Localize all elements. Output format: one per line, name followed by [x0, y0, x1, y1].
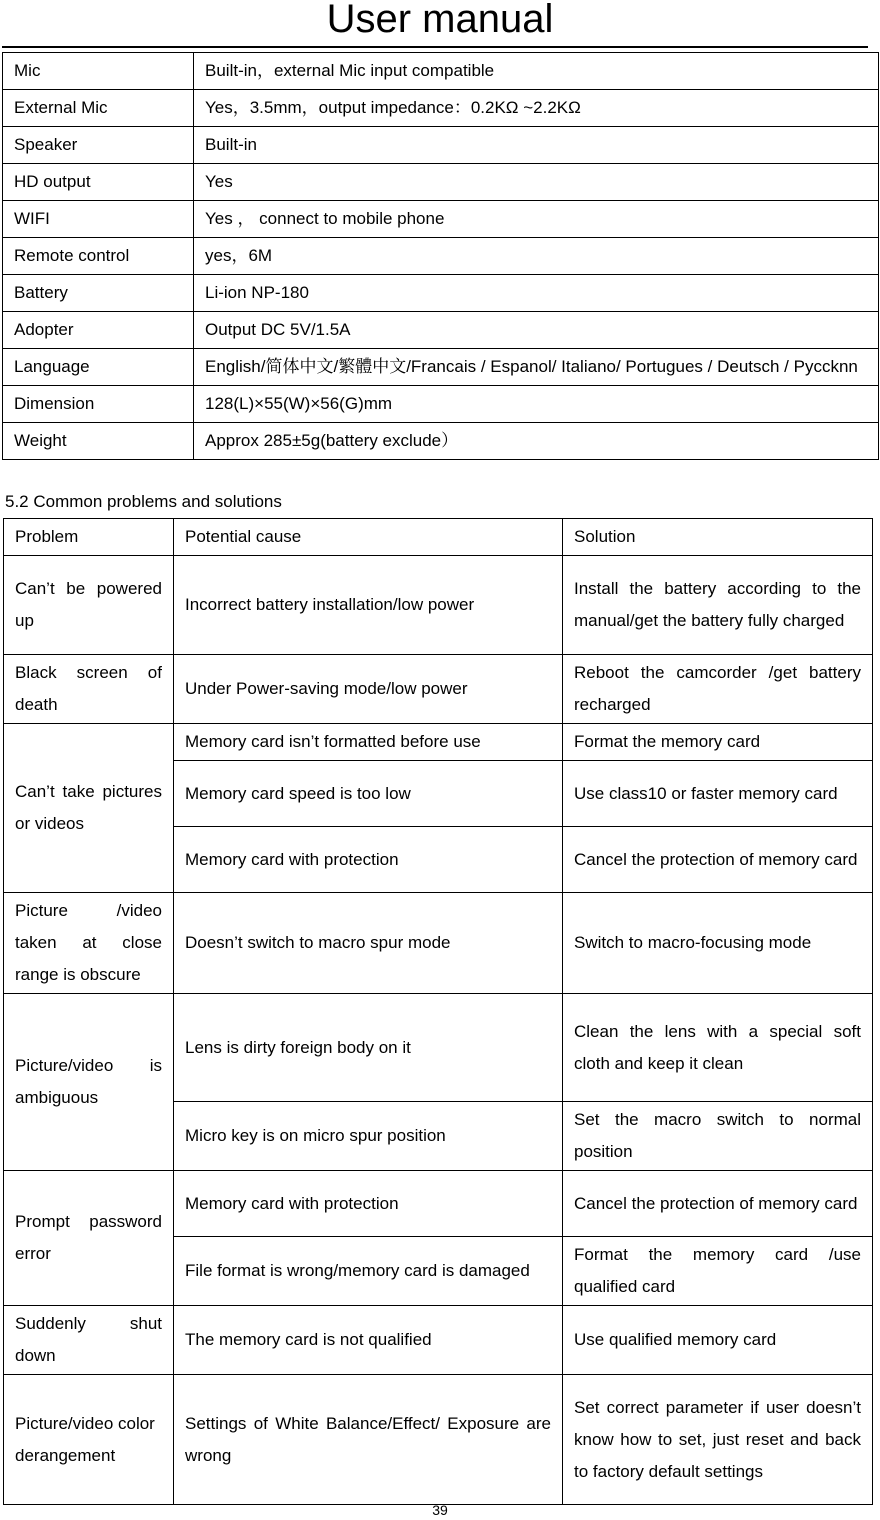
table-row: [4, 994, 873, 1102]
page-title: User manual: [326, 0, 554, 41]
problem-cell: Picture/video color derangement: [4, 1375, 174, 1505]
table-row: [4, 893, 873, 994]
spec-key: External Mic: [3, 90, 194, 127]
table-row: [3, 201, 879, 238]
problem-cell: Suddenly shut down: [4, 1306, 174, 1375]
specifications-table: [2, 52, 879, 460]
column-header: Problem: [4, 519, 174, 556]
table-row: [4, 655, 873, 724]
cause-cell: The memory card is not qualified: [174, 1306, 563, 1375]
spec-value: Built-in，external Mic input compatible: [194, 53, 879, 90]
spec-value: 128(L)×55(W)×56(G)mm: [194, 386, 879, 423]
table-row: [4, 556, 873, 655]
cause-cell: Incorrect battery installation/low power: [174, 556, 563, 655]
cause-cell: Settings of White Balance/Effect/ Exposure are wrong: [174, 1375, 563, 1505]
spec-value: Built-in: [194, 127, 879, 164]
solution-cell: Format the memory card /use qualified card: [563, 1237, 873, 1306]
solution-cell: Set correct parameter if user doesn’t know how to set, just reset and back to factory default settings: [563, 1375, 873, 1505]
spec-value: Yes，3.5mm，output impedance：0.2KΩ ~2.2KΩ: [194, 90, 879, 127]
spec-key: Dimension: [3, 386, 194, 423]
problem-cell: Can’t take pictures or videos: [4, 724, 174, 893]
page-number: 39: [432, 1502, 448, 1518]
problems-table: [3, 518, 873, 1505]
spec-key: Weight: [3, 423, 194, 460]
table-row: [3, 423, 879, 460]
solution-cell: Install the battery according to the manual/get the battery fully charged: [563, 556, 873, 655]
cause-cell: Memory card with protection: [174, 827, 563, 893]
column-header: Solution: [563, 519, 873, 556]
table-row: [3, 386, 879, 423]
spec-key: Adopter: [3, 312, 194, 349]
table-row: [4, 724, 873, 761]
table-row: [3, 127, 879, 164]
cause-cell: Micro key is on micro spur position: [174, 1102, 563, 1171]
cause-cell: Memory card isn’t formatted before use: [174, 724, 563, 761]
solution-cell: Use qualified memory card: [563, 1306, 873, 1375]
spec-value: yes，6M: [194, 238, 879, 275]
spec-key: Speaker: [3, 127, 194, 164]
table-row: [3, 312, 879, 349]
solution-cell: Switch to macro-focusing mode: [563, 893, 873, 994]
table-row: [3, 164, 879, 201]
spec-key: WIFI: [3, 201, 194, 238]
spec-key: HD output: [3, 164, 194, 201]
solution-cell: Clean the lens with a special soft cloth and keep it clean: [563, 994, 873, 1102]
table-row: [4, 1375, 873, 1505]
cause-cell: Memory card speed is too low: [174, 761, 563, 827]
spec-value: English/简体中文/繁體中文/Francais / Espanol/ Italiano/ Portugues / Deutsch / Pyccknn: [194, 349, 879, 386]
cause-cell: Memory card with protection: [174, 1171, 563, 1237]
column-header: Potential cause: [174, 519, 563, 556]
cause-cell: Under Power-saving mode/low power: [174, 655, 563, 724]
table-row: [4, 1171, 873, 1237]
section-heading: 5.2 Common problems and solutions: [5, 492, 282, 511]
table-row: [3, 90, 879, 127]
problem-cell: Can’t be powered up: [4, 556, 174, 655]
spec-key: Mic: [3, 53, 194, 90]
spec-key: Battery: [3, 275, 194, 312]
table-row: [3, 53, 879, 90]
title-divider: [2, 46, 868, 48]
spec-key: Language: [3, 349, 194, 386]
spec-value: Output DC 5V/1.5A: [194, 312, 879, 349]
table-row: [3, 275, 879, 312]
spec-value: Yes ， connect to mobile phone: [194, 201, 879, 238]
solution-cell: Reboot the camcorder /get battery recharged: [563, 655, 873, 724]
solution-cell: Set the macro switch to normal position: [563, 1102, 873, 1171]
cause-cell: Lens is dirty foreign body on it: [174, 994, 563, 1102]
spec-value: Approx 285±5g(battery exclude）: [194, 423, 879, 460]
table-row: [3, 238, 879, 275]
solution-cell: Format the memory card: [563, 724, 873, 761]
problem-cell: Picture/video is ambiguous: [4, 994, 174, 1171]
problem-cell: Picture /video taken at close range is obscure: [4, 893, 174, 994]
spec-value: Yes: [194, 164, 879, 201]
solution-cell: Cancel the protection of memory card: [563, 827, 873, 893]
table-row: [4, 1306, 873, 1375]
solution-cell: Use class10 or faster memory card: [563, 761, 873, 827]
spec-value: Li-ion NP-180: [194, 275, 879, 312]
table-row: [3, 349, 879, 386]
spec-key: Remote control: [3, 238, 194, 275]
cause-cell: Doesn’t switch to macro spur mode: [174, 893, 563, 994]
problem-cell: Prompt password error: [4, 1171, 174, 1306]
table-header-row: [4, 519, 873, 556]
problem-cell: Black screen of death: [4, 655, 174, 724]
cause-cell: File format is wrong/memory card is damaged: [174, 1237, 563, 1306]
solution-cell: Cancel the protection of memory card: [563, 1171, 873, 1237]
